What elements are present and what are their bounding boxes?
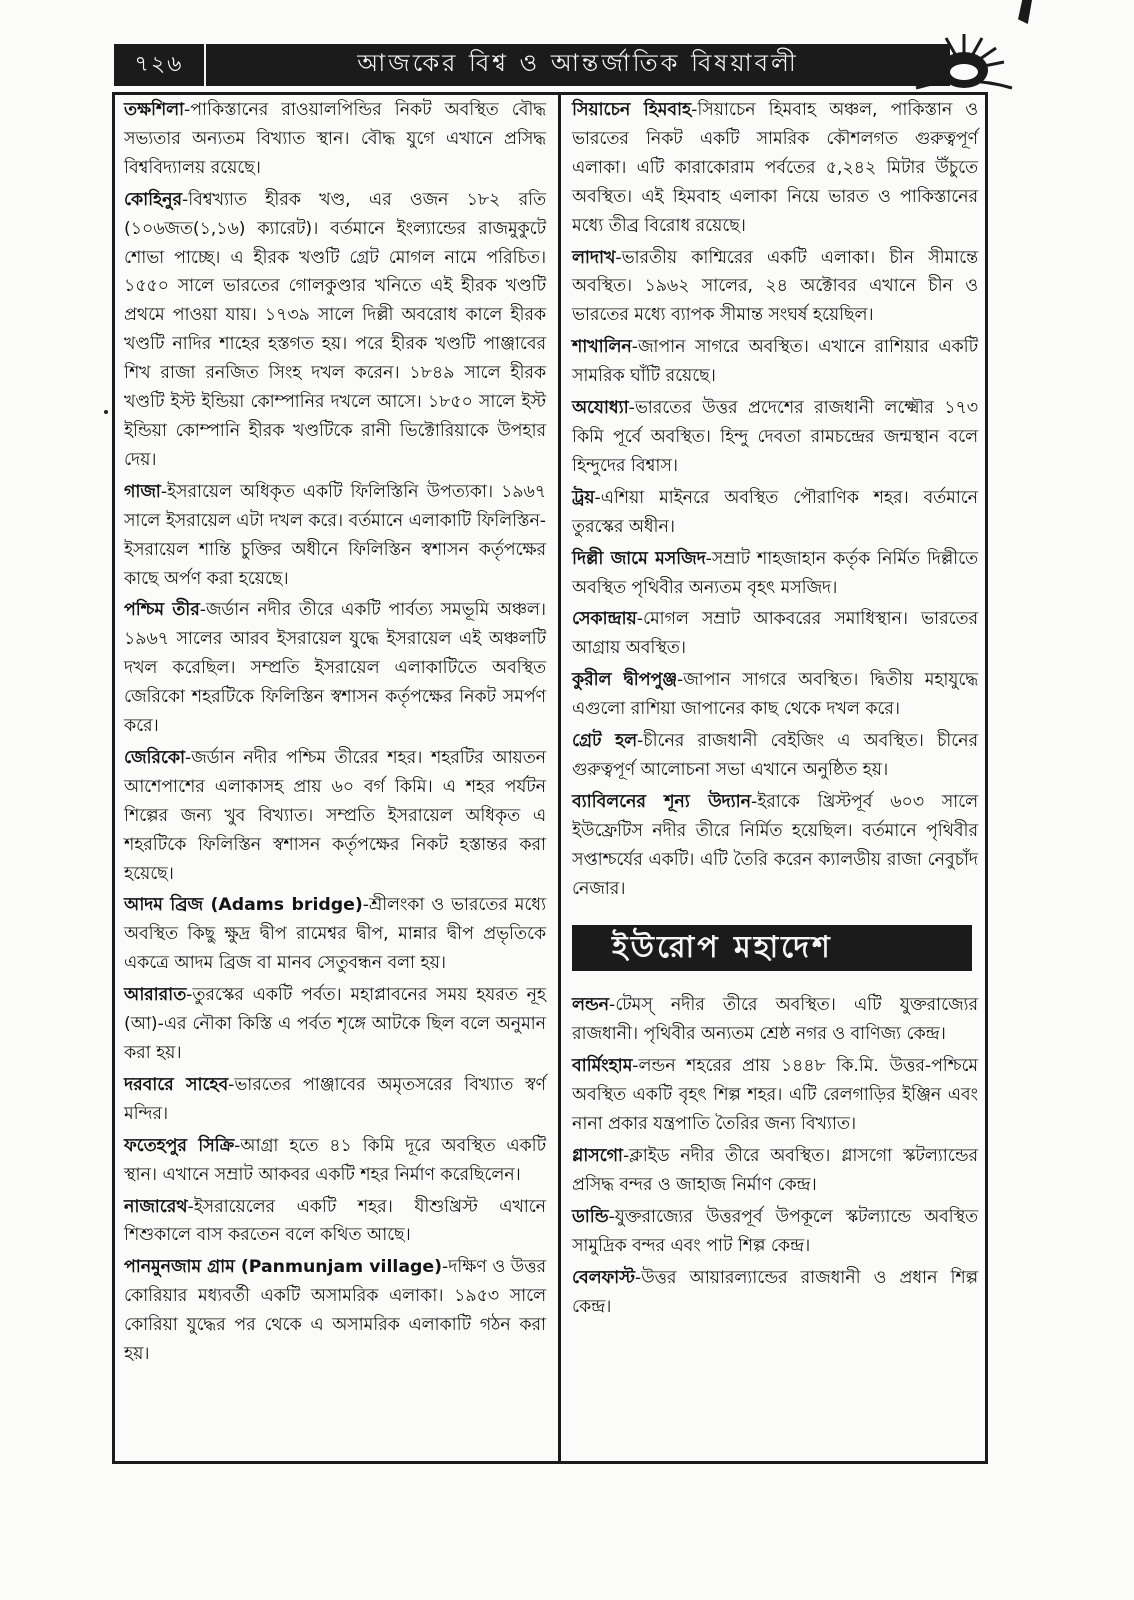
entry-term: ট্রয় bbox=[572, 487, 595, 508]
entry-description: -ভারতীয় কাশ্মিরের একটি এলাকা। চীন সীমান্তে অবস্থিত। ১৯৬২ সালের, ২৪ অক্টোবর এখানে চীন ও ভারতের মধ্যে ব্যাপক সীমান্ত সংঘর্ষ হয়েছিল। bbox=[572, 247, 978, 326]
entry-description: -যুক্তরাজ্যের উত্তরপূর্ব উপকূলে স্কটল্যান্ডে অবস্থিত সামুদ্রিক বন্দর এবং পাট শিল্প কেন্দ্র। bbox=[572, 1206, 978, 1256]
entry-description: -তুরস্কের একটি পর্বত। মহাপ্লাবনের সময় হযরত নূহ (আ)-এর নৌকা কিস্তি এ পর্বত শৃঙ্গে আটকে ছিল বলে অনুমান করা হয়। bbox=[124, 985, 546, 1063]
entry-description: -মোগল সম্রাট আকবরের সমাধিস্থান। ভারতের আগ্রায় অবস্থিত। bbox=[572, 609, 978, 659]
entry-term: ডান্ডি bbox=[572, 1206, 609, 1227]
entry-description: -পাকিস্তানের রাওয়ালপিন্ডির নিকট অবস্থিত বৌদ্ধ সভ্যতার অন্যতম বিখ্যাত স্থান। বৌদ্ধ যুগে এখানে প্রসিদ্ধ বিশ্ববিদ্যালয় রয়েছে। bbox=[124, 100, 546, 178]
entry-description: -ক্লাইড নদীর তীরে অবস্থিত। গ্লাসগো স্কটল্যান্ডের প্রসিদ্ধ বন্দর ও জাহাজ নির্মাণ কেন্দ্র। bbox=[572, 1146, 978, 1195]
entry-description: -জর্ডান নদীর পশ্চিম তীরের শহর। শহরটির আয়তন আশেপাশের এলাকাসহ প্রায় ৬০ বর্গ কিমি। এ শহর পর্যটন শিল্পের জন্য খুব বিখ্যাত। সম্প্রতি ইসরায়েল অধিকৃত এ শহরটিকে ফিলিস্তিন স্বশাসন কর্তৃপক্ষের নিকট হস্তান্তর করা হয়েছে। bbox=[124, 747, 546, 884]
entry-term: গ্লাসগো bbox=[572, 1146, 623, 1166]
entry-description: -জর্ডান নদীর তীরে একটি পার্বত্য সমভূমি অঞ্চল। ১৯৬৭ সালের আরব ইসরায়েল যুদ্ধে ইসরায়েল এই অঞ্চলটি দখল করেছিল। সম্প্রতি ইসরায়েল এলাকাটিতে অবস্থিত জেরিকো শহরটিকে ফিলিস্তিন স্বশাসন কর্তৃপক্ষের নিকট সমর্পণ করে। bbox=[124, 600, 546, 737]
entry-term: কুরীল দ্বীপপুঞ্জ bbox=[572, 670, 677, 691]
entry-description: -সিয়াচেন হিমবাহ অঞ্চল, পাকিস্তান ও ভারতের নিকট একটি সামরিক কৌশলগত গুরুত্বপূর্ণ এলাকা। এটি কারাকোরাম পর্বতের ৫,২৪২ মিটার উঁচুতে অবস্থিত। এই হিমবাহ এলাকা নিয়ে ভারত ও পাকিস্তানের মধ্যে তীব্র বিরোধ রয়েছে। bbox=[572, 100, 979, 236]
glossary-entry bbox=[572, 333, 978, 391]
section-heading: ইউরোপ মহাদেশ bbox=[572, 925, 972, 971]
glossary-entry bbox=[572, 1142, 978, 1200]
glossary-entry bbox=[572, 96, 978, 241]
entry-description: -উত্তর আয়ারল্যান্ডের রাজধানী ও প্রধান শিল্প কেন্দ্র। bbox=[572, 1267, 978, 1317]
entry-description: -দক্ষিণ ও উত্তর কোরিয়ার মধ্যবর্তী একটি অসামরিক এলাকা। ১৯৫৩ সালে কোরিয়া যুদ্ধের পর থেকে এ অসামরিক এলাকাটি গঠন করা হয়। bbox=[124, 1257, 546, 1365]
entry-description: -চীনের রাজধানী বেইজিং এ অবস্থিত। চীনের গুরুত্বপূর্ণ আলোচনা সভা এখানে অনুষ্ঠিত হয়। bbox=[572, 731, 978, 780]
entry-term: পশ্চিম তীর bbox=[124, 600, 200, 621]
entry-description: -বিশ্বখ্যাত হীরক খণ্ড, এর ওজন ১৮২ রতি (১০৬জত(১,১৬) ক্যারেট)। বর্তমানে ইংল্যান্ডের রাজমুকুটে শোভা পাচ্ছে। এ হীরক খণ্ডটি গ্রেট মোগল নামে পরিচিত। ১৫৫০ সালে ভারতের গোলকুণ্ডার খনিতে এই হীরক খণ্ডটি প্রথমে পাওয়া যায়। ১৭৩৯ সালে দিল্লী অবরোধ কালে হীরক খণ্ডটি নাদির শাহের হস্তগত হয়। পরে হীরক খণ্ডটি পাঞ্জাবের শিখ রাজা রনজিত সিংহ দখল করেন। ১৮৪৯ সালে হীরক খণ্ডটি ইস্ট ইন্ডিয়া কোম্পানির দখলে আসে। ১৮৫০ সালে ইস্ট ইন্ডিয়া কোম্পানি হীরক খণ্ডটিকে রানী ভিক্টোরিয়াকে উপহার দেয়। bbox=[124, 189, 546, 470]
entry-term: গাজা bbox=[124, 481, 161, 502]
entry-term: নাজারেথ bbox=[124, 1196, 188, 1217]
right-column bbox=[572, 96, 978, 1324]
entry-description: -ইসরায়েল অধিকৃত একটি ফিলিস্তিনি উপত্যকা। ১৯৬৭ সালে ইসরায়েল এটা দখল করে। বর্তমানে এলাকাটি ফিলিস্তিন-ইসরায়েল শান্তি চুক্তির অধীনে ফিলিস্তিন স্বশাসন কর্তৃপক্ষের কাছে অর্পণ করা হয়েছে। bbox=[124, 481, 546, 589]
entry-term: জেরিকো bbox=[124, 747, 185, 768]
entry-term: শাখালিন bbox=[572, 337, 632, 358]
glossary-entry bbox=[572, 1264, 978, 1322]
glossary-entry bbox=[124, 1253, 546, 1369]
glossary-entry bbox=[124, 1193, 546, 1251]
glossary-entry bbox=[124, 1132, 546, 1190]
entry-term: তক্ষশিলা bbox=[124, 100, 185, 120]
entry-description: -ইরাকে খ্রিস্টপূর্ব ৬০৩ সালে ইউফ্রেটিস নদীর তীরে নির্মিত হয়েছিল। বর্তমানে পৃথিবীর সপ্তাশ্চর্যের একটি। এটি তৈরি করেন ক্যালডীয় রাজা নেবুচাঁদ নেজার। bbox=[572, 791, 978, 899]
entry-description: -লন্ডন শহরের প্রায় ১৪৪৮ কি.মি. উত্তর-পশ্চিমে অবস্থিত একটি বৃহৎ শিল্প শহর। এটি রেলগাড়ির ইঞ্জিন এবং নানা প্রকার যন্ত্রপাতি তৈরির জন্য বিখ্যাত। bbox=[572, 1056, 978, 1135]
column-divider bbox=[558, 92, 561, 1464]
glossary-entry bbox=[572, 1052, 978, 1139]
entry-term: বার্মিংহাম bbox=[572, 1056, 633, 1077]
glossary-entry bbox=[124, 596, 546, 741]
entry-term: ফতেহপুর সিক্রি bbox=[124, 1135, 235, 1156]
glossary-entry bbox=[572, 788, 978, 904]
entry-term: ব্যাবিলনের শূন্য উদ্যান bbox=[572, 791, 751, 812]
right-column-entries-bottom bbox=[572, 991, 978, 1321]
glossary-entry bbox=[124, 478, 546, 594]
entry-term: অযোধ্যা bbox=[572, 398, 629, 419]
entry-description: -ভারতের পাঞ্জাবের অমৃতসরের বিখ্যাত স্বর্ণ মন্দির। bbox=[124, 1074, 546, 1124]
entry-term: গ্রেট হল bbox=[572, 731, 638, 752]
glossary-entry bbox=[572, 394, 978, 481]
glossary-entry bbox=[124, 744, 546, 889]
entry-description: -ইসরায়েলের একটি শহর। যীশুখ্রিস্ট এখানে শিশুকালে বাস করতেন বলে কথিত আছে। bbox=[124, 1196, 546, 1246]
entry-description: -জাপান সাগরে অবস্থিত। এখানে রাশিয়ার একটি সামরিক ঘাঁটি রয়েছে। bbox=[572, 337, 978, 387]
entry-description: -আগ্রা হতে ৪১ কিমি দূরে অবস্থিত একটি স্থান। এখানে সম্রাট আকবর একটি শহর নির্মাণ করেছিলেন। bbox=[124, 1135, 546, 1185]
corner-mark bbox=[1018, 0, 1032, 24]
glossary-entry bbox=[572, 727, 978, 785]
glossary-entry bbox=[572, 991, 978, 1049]
entry-description: -টেমস্ নদীর তীরে অবস্থিত। এটি যুক্তরাজ্যের রাজধানী। পৃথিবীর অন্যতম শ্রেষ্ঠ নগর ও বাণিজ্য কেন্দ্র। bbox=[572, 995, 978, 1045]
glossary-entry bbox=[572, 1203, 978, 1261]
left-column bbox=[124, 96, 546, 1372]
entry-term: সিয়াচেন হিমবাহ bbox=[572, 100, 692, 120]
entry-term: বেলফাস্ট bbox=[572, 1267, 635, 1288]
right-column-entries-top bbox=[572, 96, 978, 903]
glossary-entry bbox=[124, 186, 546, 475]
entry-term: লন্ডন bbox=[572, 995, 609, 1016]
entry-description: -সম্রাট শাহজাহান কর্তৃক নির্মিত দিল্লীতে অবস্থিত পৃথিবীর অন্যতম বৃহৎ মসজিদ। bbox=[572, 548, 978, 598]
entry-description: -এশিয়া মাইনরে অবস্থিত পৌরাণিক শহর। বর্তমানে তুরস্কের অধীন। bbox=[572, 487, 978, 537]
entry-term: কোহিনুর bbox=[124, 189, 182, 210]
entry-description: -শ্রীলংকা ও ভারতের মধ্যে অবস্থিত কিছু ক্ষুদ্র দ্বীপ রামেশ্বর দ্বীপ, মান্নার দ্বীপ প্রভৃতিকে একত্রে আদম ব্রিজ বা মানব সেতুবন্ধন বলা হয়। bbox=[124, 895, 546, 974]
glossary-entry bbox=[124, 1071, 546, 1129]
entry-term: পানমুনজাম গ্রাম (Panmunjam village) bbox=[124, 1257, 442, 1278]
entry-term: আরারাত bbox=[124, 985, 187, 1006]
entry-term: সেকান্দ্রায় bbox=[572, 609, 637, 630]
glossary-entry bbox=[572, 545, 978, 603]
glossary-entry bbox=[124, 891, 546, 978]
glossary-entry bbox=[572, 605, 978, 663]
entry-term: দরবারে সাহেব bbox=[124, 1074, 229, 1095]
book-title: আজকের বিশ্ব ও আন্তর্জাতিক বিষয়াবলী bbox=[357, 49, 799, 77]
glossary-entry bbox=[124, 96, 546, 183]
glossary-entry bbox=[124, 981, 546, 1068]
page-number: ৭২৬ bbox=[114, 44, 206, 86]
page-header bbox=[114, 44, 950, 86]
glossary-entry bbox=[572, 666, 978, 724]
glossary-entry bbox=[572, 484, 978, 542]
stray-dot bbox=[104, 410, 108, 414]
entry-term: লাদাখ bbox=[572, 247, 616, 268]
entry-term: আদম ব্রিজ (Adams bridge) bbox=[124, 895, 363, 916]
entry-term: দিল্লী জামে মসজিদ bbox=[572, 548, 706, 569]
entry-description: -জাপান সাগরে অবস্থিত। দ্বিতীয় মহাযুদ্ধে এগুলো রাশিয়া জাপানের কাছ থেকে দখল করে। bbox=[572, 670, 979, 720]
entry-description: -ভারতের উত্তর প্রদেশের রাজধানী লক্ষ্মৌর ১৭৩ কিমি পূর্বে অবস্থিত। হিন্দু দেবতা রামচন্দ্রের জন্মস্থান বলে হিন্দুদের বিশ্বাস। bbox=[572, 398, 978, 476]
glossary-entry bbox=[572, 244, 978, 331]
sun-emblem-icon bbox=[912, 30, 1016, 94]
